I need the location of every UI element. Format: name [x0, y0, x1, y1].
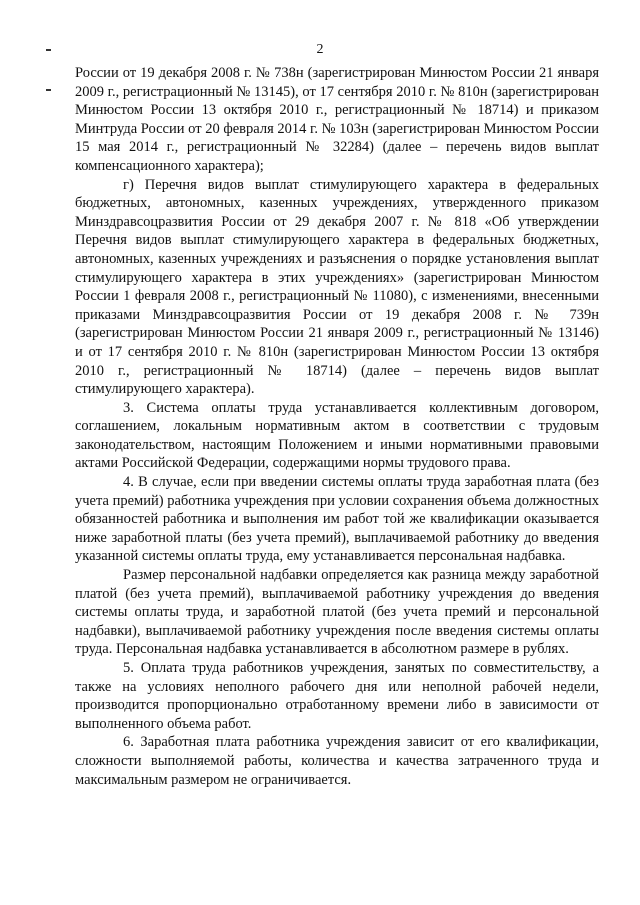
paragraph-item-4: 4. В случае, если при введении системы оплаты труда заработная плата (без учета премий) работника учреждения при условии сохранения объема должностных обязанностей работника и выполнения им работ той же квалификации оказывается ниже заработной платы (без учета премий), выплачиваемой работнику до введения указанной системы оплаты труда, ему устанавливается персональная надбавка.	[75, 474, 599, 565]
paragraph-personal-bonus: Размер персональной надбавки определяется как разница между заработной платой (без учета премий), выплачиваемой работнику учреждения до введения системы оплаты труда, и заработной платой (без учета премий и персональной надбавки), выплачиваемой работнику учреждения после введения системы оплаты труда. Персональная надбавка устанавливается в абсолютном размере в рублях.	[75, 567, 599, 658]
paragraph-continuation: России от 19 декабря 2008 г. № 738н (зарегистрирован Минюстом России 21 января 2009 г., регистрационный № 13145), от 17 сентября 2010 г. № 810н (зарегистрирован Минюстом России 13 октября 2010 г., регистрационный № 18714) и приказом Минтруда России от 20 февраля 2014 г. № 103н (зарегистрирован Минюстом России 15 мая 2014 г., регистрационный № 32284) (далее – перечень видов выплат компенсационного характера);	[75, 65, 599, 174]
paragraph-item-g: г) Перечня видов выплат стимулирующего характера в федеральных бюджетных, автономных, казенных учреждениях, утвержденного приказом Минздравсоцразвития России от 29 декабря 2007 г. № 818 «Об утверждении Перечня видов выплат стимулирующего характера в федеральных бюджетных, автономных, казенных учреждениях и разъяснения о порядке установления выплат стимулирующего характера в этих учреждениях» (зарегистрирован Минюстом России 1 февраля 2008 г., регистрационный № 11080), с изменениями, внесенными приказами Минздравсоцразвития России от 19 декабря 2008 г. № 739н (зарегистрирован Минюстом России 21 января 2009 г., регистрационный № 13146) и от 17 сентября 2010 г. № 810н (зарегистрирован Минюстом России 13 октября 2010 г., регистрационный № 18714) (далее – перечень видов выплат стимулирующего характера).	[75, 176, 599, 398]
paragraph-item-3: 3. Система оплаты труда устанавливается коллективным договором, соглашением, локальным нормативным актом в соответствии с трудовым законодательством, настоящим Положением и иными нормативными правовыми актами Российской Федерации, содержащими нормы трудового права.	[75, 399, 599, 472]
document-body	[75, 64, 599, 789]
paragraph-item-5: 5. Оплата труда работников учреждения, занятых по совместительству, а также на условиях неполного рабочего дня или неполной рабочей недели, производится пропорционально отработанному времени либо в зависимости от выполненного объема работ.	[75, 660, 599, 732]
scan-mark	[46, 89, 51, 91]
page-number: 2	[316, 42, 324, 57]
paragraph-item-6: 6. Заработная плата работника учреждения зависит от его квалификации, сложности выполняемой работы, количества и качества затраченного труда и максимальным размером не ограничивается.	[75, 734, 599, 788]
